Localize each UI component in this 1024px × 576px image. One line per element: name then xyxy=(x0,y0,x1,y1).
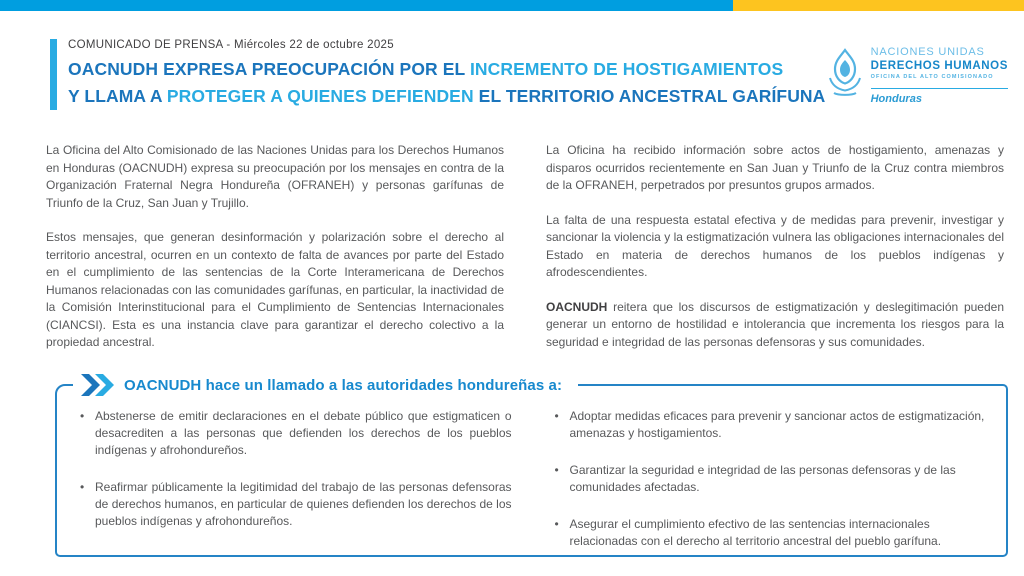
press-release-title xyxy=(68,56,825,110)
logo-text-block xyxy=(871,46,1008,105)
paragraph-right-1: La Oficina ha recibido información sobre actos de hostigamiento, amenazas y disparos ocurridos recientemente en San Juan y Triunfo de la Cruz contra miembros de la OFRANEH, perpetrados por presuntos grupos armados. xyxy=(546,143,1004,192)
body-column-right xyxy=(546,142,1004,369)
paragraph-left-1: La Oficina del Alto Comisionado de las Naciones Unidas para los Derechos Humanos en Honduras (OACNUDH) expresa su preocupación por los mensajes en contra de la Organización Fraternal Negra Hondureña (OFRANEH) y personas garífunas de Triunfo de la Cruz, San Juan y Trujillo. xyxy=(46,143,504,210)
callout-item: • Abstenerse de emitir declaraciones en el debate público que estigmaticen o desacrediten a las personas que defienden los derechos de los pueblos indígenas y afrohondureños. xyxy=(77,408,512,459)
top-strip-yellow-segment xyxy=(733,0,1024,11)
logo-country: Honduras xyxy=(870,93,922,105)
callout-list-right xyxy=(552,408,987,555)
body-column-left xyxy=(46,142,504,369)
press-release-kicker: COMUNICADO DE PRENSA - Miércoles 22 de octubre 2025 xyxy=(68,39,394,51)
callout-item: • Reafirmar públicamente la legitimidad del trabajo de las personas defensoras de derechos humanos, en particular de quienes defienden los derechos de los pueblos indígenas y afrohondureños. xyxy=(77,479,512,530)
title-line2-cyan: PROTEGER A QUIENES DEFIENDEN xyxy=(166,86,479,106)
un-human-rights-logo xyxy=(827,46,1008,105)
title-line1-cyan: INCREMENTO DE HOSTIGAMIENTOS xyxy=(469,59,784,79)
callout-item: • Garantizar la seguridad e integridad de las personas defensoras y de las comunidades afectadas. xyxy=(552,462,987,496)
logo-divider xyxy=(871,88,1008,89)
logo-derechos-humanos: DERECHOS HUMANOS xyxy=(870,60,1008,72)
callout-body xyxy=(57,386,1006,555)
logo-oficina-alto-comisionado: OFICINA DEL ALTO COMISIONADO xyxy=(870,74,994,80)
callout-header xyxy=(73,371,578,399)
un-human-rights-flame-icon xyxy=(827,48,863,100)
paragraph-left-2: Estos mensajes, que generan desinformación y polarización sobre el derecho al territorio ancestral, ocurren en un contexto de falta de avances por parte del Estado en el cumplimiento de las sentencias de la Corte Interamericana de Derechos Humanos relacionadas con las comunidades garífunas, en particular, la inactividad de la Comisión Interinstitucional para el Cumplimiento de Sentencias Internacionales (CIANCSI). Esta es una instancia clave para garantizar el derecho colectivo a la propiedad ancestral. xyxy=(46,230,504,349)
top-strip-blue-segment xyxy=(0,0,733,11)
logo-naciones-unidas: NACIONES UNIDAS xyxy=(870,46,985,58)
callout-box xyxy=(55,376,1008,557)
title-line-2 xyxy=(68,83,825,110)
title-line2-dark1: Y LLAMA A xyxy=(68,86,167,106)
body-columns xyxy=(46,142,1004,369)
paragraph-right-3 xyxy=(546,299,1004,352)
double-chevron-icon xyxy=(79,373,115,397)
callout-item: • Adoptar medidas eficaces para prevenir y sancionar actos de estigmatización, amenazas y hostigamientos. xyxy=(552,408,987,442)
title-line2-dark2: EL TERRITORIO ANCESTRAL GARÍFUNA xyxy=(478,86,826,106)
paragraph-right-2: La falta de una respuesta estatal efectiva y de medidas para prevenir, investigar y sancionar la violencia y la estigmatización vulnera las obligaciones internacionales del Estado en materia de derechos humanos de los pueblos indígenas y afrodescendientes. xyxy=(546,212,1004,279)
callout-title: OACNUDH hace un llamado a las autoridades hondureñas a: xyxy=(124,376,563,394)
callout-list-left xyxy=(77,408,512,555)
header-accent-bar xyxy=(50,39,57,110)
title-line1-dark: OACNUDH EXPRESA PREOCUPACIÓN POR EL xyxy=(68,59,470,79)
header-text-block xyxy=(68,39,825,110)
top-color-strip xyxy=(0,0,1024,11)
paragraph-right-3-bold-lead: OACNUDH xyxy=(546,299,608,314)
callout-item: • Asegurar el cumplimiento efectivo de las sentencias internacionales relacionadas con el derecho al territorio ancestral del pueblo garífuna. xyxy=(552,516,987,550)
paragraph-right-3-text: reitera que los discursos de estigmatización y deslegitimación pueden generar un entorno de hostilidad e intolerancia que incrementa los riesgos para la seguridad e integridad de las personas defensoras y sus comunidades. xyxy=(546,299,1004,349)
press-release-header xyxy=(50,39,825,110)
title-line-1 xyxy=(68,56,825,83)
